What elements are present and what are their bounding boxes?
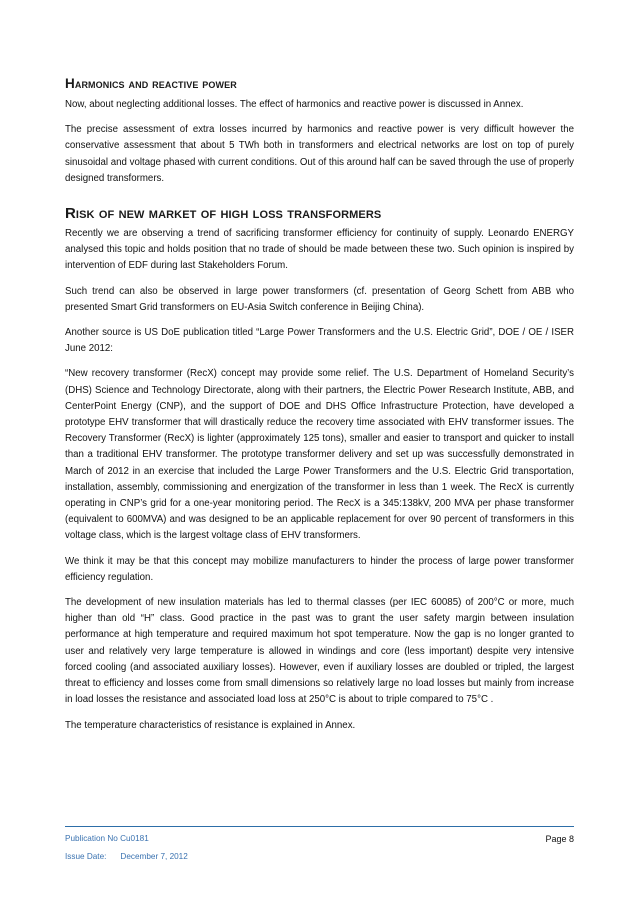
paragraph: Recently we are observing a trend of sacrificing transformer efficiency for continuity of supply. Leonardo ENERGY analysed this topic and holds position that no trade of should be made between these two. Such opinion is inspired by intervention of EDF during last Stakeholders Forum. (65, 228, 574, 272)
paragraph: We think it may be that this concept may mobilize manufacturers to hinder the process of large power transformer efficiency regulation. (65, 555, 574, 583)
issue-date: December 7, 2012 (120, 852, 188, 861)
quote-paragraph: “New recovery transformer (RecX) concept may provide some relief. The U.S. Department of Homeland Security’s (DHS) Science and Technology Directorate, along with their partners, the Electric Power Research Institute, ABB, and CenterPoint Energy (CNP), and the support of DOE and DHS Office Infrastructure Protection, have developed a prototype EHV transformer that will drastically reduce the recovery time associated with EHV transformer issues. The Recovery Transformer (RecX) is lighter (approximately 125 tons), smaller and easier to transport and quicker to install than a traditional EHV transformer. The prototype transformer delivery and set up was successfully demonstrated in March of 2012 in an exercise that included the Large Power Transformers and the U.S. Electric Grid transportation, installation, assembly, commissioning and energization of the transformer in less than 1 week. The RecX is currently operating in CNP’s grid for a one-year monitoring period. The RecX is a 345:138kV, 200 MVA per phase transformer (equivalent to 600MVA) and was designed to be an applicable replacement for over 90 percent of transformers in this voltage class, which is the largest voltage class of EHV transformers. (65, 368, 574, 542)
section-heading-risk: Risk of new market of high loss transformers (65, 205, 382, 223)
paragraph: Such trend can also be observed in large power transformers (cf. presentation of Georg Schett from ABB who presented Smart Grid transformers on EU-Asia Switch conference in Beijing China). (65, 285, 574, 313)
page-number: Page 8 (545, 834, 574, 844)
footer-divider (65, 826, 574, 827)
footer-row (65, 833, 574, 845)
issue-date-label: Issue Date: (65, 852, 107, 861)
paragraph: The precise assessment of extra losses incurred by harmonics and reactive power is very difficult however the conservative assessment that about 5 TWh both in transformers and electrical networks are lost on top of purely sinusoidal and voltage phased with current conditions. Out of this around half can be saved through the use of properly designed transformers. (65, 124, 574, 184)
paragraph: Now, about neglecting additional losses. The effect of harmonics and reactive power is discussed in Annex. (65, 99, 524, 110)
paragraph: Another source is US DoE publication titled “Large Power Transformers and the U.S. Electric Grid”, DOE / OE / ISER June 2012: (65, 327, 574, 355)
paragraph: The development of new insulation materials has led to thermal classes (per IEC 60085) of 200°C or more, much higher than old “H” class. Good practice in the past was to grant the user safety margin between insulation performance at high temperature and required maximum hot spot temperature. Now the gap is no longer granted to user and relatively very large temperature is allowed in windings and core (less important) despite very intensive forced cooling (and associated auxiliary losses). However, even if auxiliary losses are doubled or tripled, the largest threat to efficiency and losses come from small dimensions so relatively large no load losses but mainly from increase in load losses the resistance and associated load loss at 250°C is about to triple compared to 75°C . (65, 597, 574, 706)
issue-date-row (65, 851, 574, 863)
publication-number: Publication No Cu0181 (65, 834, 149, 843)
paragraph: The temperature characteristics of resistance is explained in Annex. (65, 719, 356, 731)
page-content (65, 74, 574, 743)
page-footer (65, 826, 574, 863)
section-heading-harmonics: Harmonics and reactive power (65, 76, 237, 91)
